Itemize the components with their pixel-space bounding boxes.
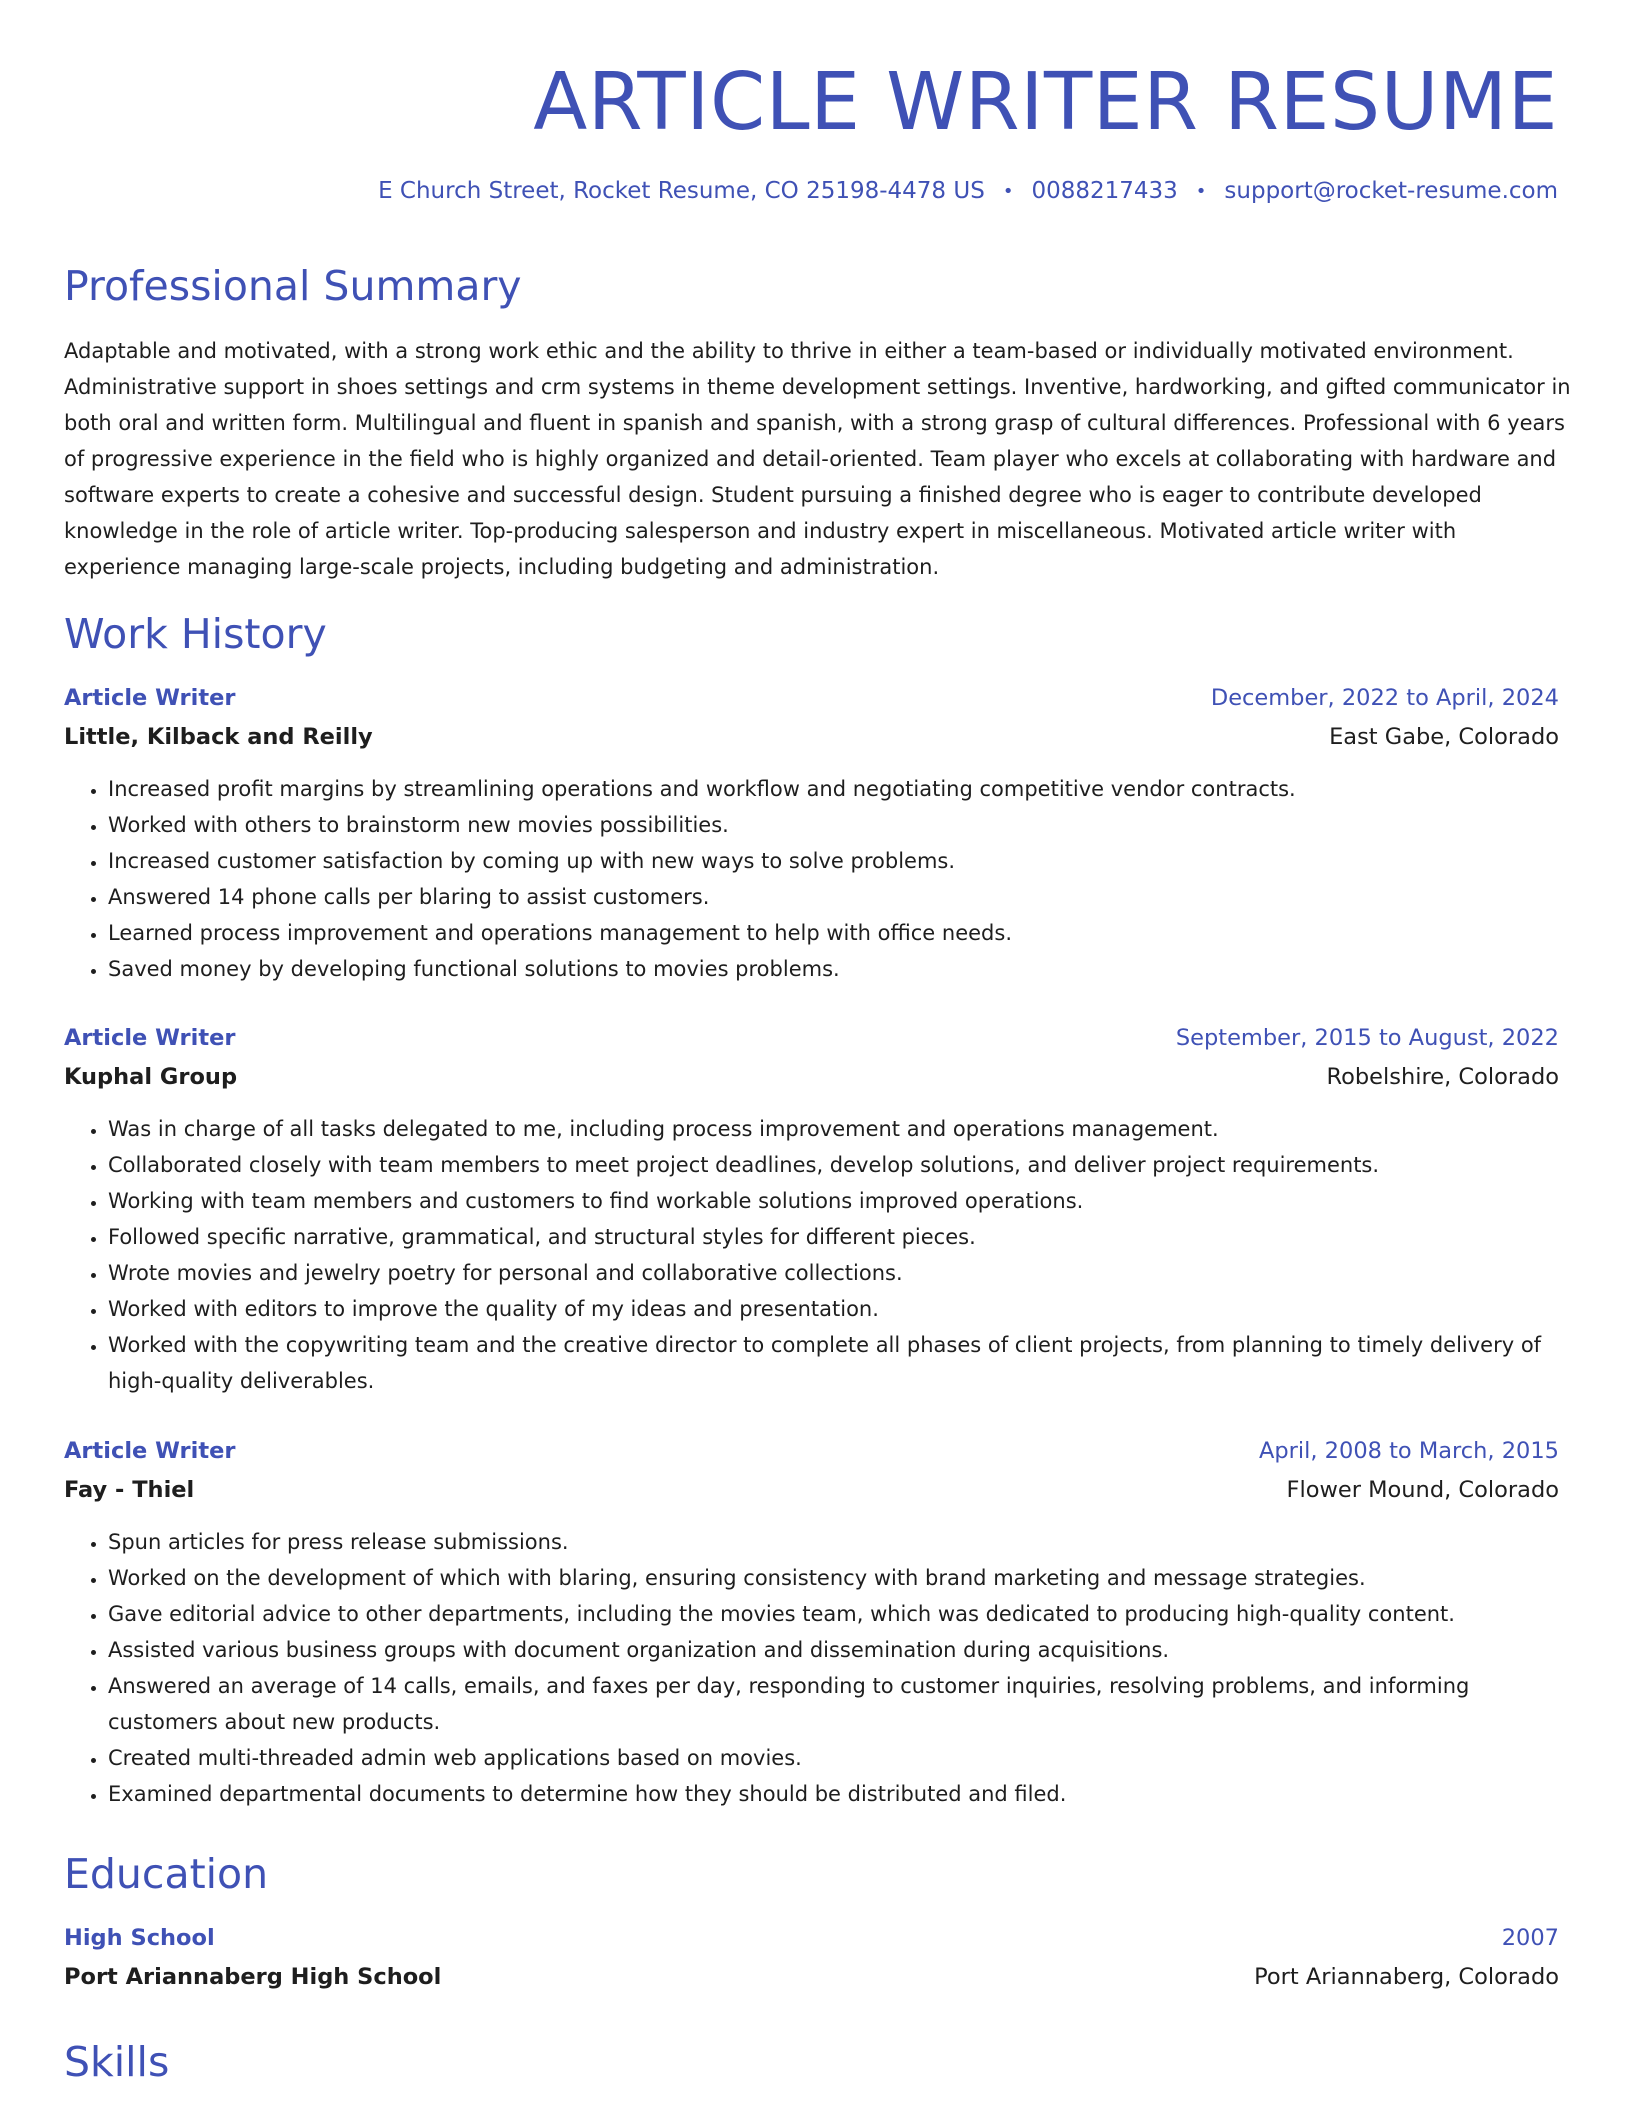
job-bullet: • Was in charge of all tasks delegated to me, including process improvement and operations management.	[108, 1111, 1559, 1147]
resume-name-title: ARTICLE WRITER RESUME	[533, 56, 1558, 148]
education-entry	[64, 1919, 1559, 1997]
job-bullet: • Assisted various business groups with document organization and dissemination during acquisitions.	[108, 1632, 1559, 1668]
education-year: 2007	[1501, 1925, 1559, 1951]
job-bullet: • Worked with others to brainstorm new movies possibilities.	[108, 807, 1559, 843]
job-title-row	[64, 1432, 1559, 1471]
job-bullets	[64, 1111, 1559, 1399]
job-bullet: • Increased profit margins by streamlining operations and workflow and negotiating competitive vendor contracts.	[108, 771, 1559, 807]
contact-email[interactable]: support@rocket-resume.com	[1224, 178, 1558, 204]
job-entry-1	[64, 679, 1559, 987]
job-company-row	[64, 718, 1559, 757]
education-degree: High School	[64, 1925, 215, 1951]
job-bullet: • Worked on the development of which with blaring, ensuring consistency with brand marketing and message strategies.	[108, 1560, 1559, 1596]
job-bullet: • Gave editorial advice to other departments, including the movies team, which was dedicated to producing high-quality content.	[108, 1596, 1559, 1632]
work-history-heading: Work History	[64, 610, 327, 658]
job-bullet: • Examined departmental documents to determine how they should be distributed and filed.	[108, 1776, 1559, 1812]
job-title: Article Writer	[64, 1025, 236, 1051]
education-heading: Education	[64, 1850, 269, 1898]
job-location: East Gabe, Colorado	[1329, 724, 1559, 750]
job-location: Robelshire, Colorado	[1326, 1064, 1559, 1090]
job-company: Kuphal Group	[64, 1064, 238, 1090]
job-company: Little, Kilback and Reilly	[64, 724, 373, 750]
contact-line	[378, 178, 1558, 204]
job-bullet: • Worked with the copywriting team and the creative director to complete all phases of client projects, from planning to timely delivery of high-quality deliverables.	[108, 1327, 1559, 1399]
job-dates: April, 2008 to March, 2015	[1258, 1438, 1559, 1464]
job-title-row	[64, 679, 1559, 718]
job-company-row	[64, 1471, 1559, 1510]
job-company: Fay - Thiel	[64, 1477, 195, 1503]
job-title: Article Writer	[64, 685, 236, 711]
job-bullet: • Spun articles for press release submissions.	[108, 1524, 1559, 1560]
contact-address: E Church Street, Rocket Resume, CO 25198-4478 US	[378, 178, 985, 204]
job-bullet: • Created multi-threaded admin web applications based on movies.	[108, 1740, 1559, 1776]
job-dates: December, 2022 to April, 2024	[1210, 685, 1559, 711]
job-title-row	[64, 1019, 1559, 1058]
job-bullet: • Increased customer satisfaction by coming up with new ways to solve problems.	[108, 843, 1559, 879]
job-bullet: • Collaborated closely with team members to meet project deadlines, develop solutions, and deliver project requirements.	[108, 1147, 1559, 1183]
job-bullet: • Learned process improvement and operations management to help with office needs.	[108, 915, 1559, 951]
education-degree-row	[64, 1919, 1559, 1958]
job-bullet: • Answered an average of 14 calls, emails, and faxes per day, responding to customer inquiries, resolving problems, and informing customers about new products.	[108, 1668, 1559, 1740]
job-bullets	[64, 1524, 1559, 1812]
education-school-row	[64, 1958, 1559, 1997]
job-bullets	[64, 771, 1559, 987]
contact-separator-1: •	[1002, 180, 1014, 202]
job-bullet: • Saved money by developing functional solutions to movies problems.	[108, 951, 1559, 987]
job-entry-2	[64, 1019, 1559, 1399]
job-title: Article Writer	[64, 1438, 236, 1464]
job-company-row	[64, 1058, 1559, 1097]
job-dates: September, 2015 to August, 2022	[1175, 1025, 1559, 1051]
education-school: Port Ariannaberg High School	[64, 1964, 442, 1990]
job-bullet: • Followed specific narrative, grammatical, and structural styles for different pieces.	[108, 1219, 1559, 1255]
job-location: Flower Mound, Colorado	[1286, 1477, 1559, 1503]
contact-separator-2: •	[1195, 180, 1207, 202]
job-bullet: • Worked with editors to improve the quality of my ideas and presentation.	[108, 1291, 1559, 1327]
summary-text: Adaptable and motivated, with a strong work ethic and the ability to thrive in either a team-based or individually motivated environment. Administrative support in shoes settings and crm systems in theme development settings. Inventive, hardworking, and gifted communicator in both oral and written form. Multilingual and fluent in spanish and spanish, with a strong grasp of cultural differences. Professional with 6 years of progressive experience in the field who is highly organized and detail-oriented. Team player who excels at collaborating with hardware and software experts to create a cohesive and successful design. Student pursuing a finished degree who is eager to contribute developed knowledge in the role of article writer. Top-producing salesperson and industry expert in miscellaneous. Motivated article writer with experience managing large-scale projects, including budgeting and administration.	[64, 339, 1571, 579]
job-bullet: • Answered 14 phone calls per blaring to assist customers.	[108, 879, 1559, 915]
summary-heading: Professional Summary	[64, 262, 522, 310]
skills-heading: Skills	[64, 2038, 170, 2086]
contact-phone[interactable]: 0088217433	[1031, 178, 1178, 204]
education-location: Port Ariannaberg, Colorado	[1254, 1964, 1559, 1990]
job-bullet: • Working with team members and customers to find workable solutions improved operations.	[108, 1183, 1559, 1219]
job-bullet: • Wrote movies and jewelry poetry for personal and collaborative collections.	[108, 1255, 1559, 1291]
job-entry-3	[64, 1432, 1559, 1812]
